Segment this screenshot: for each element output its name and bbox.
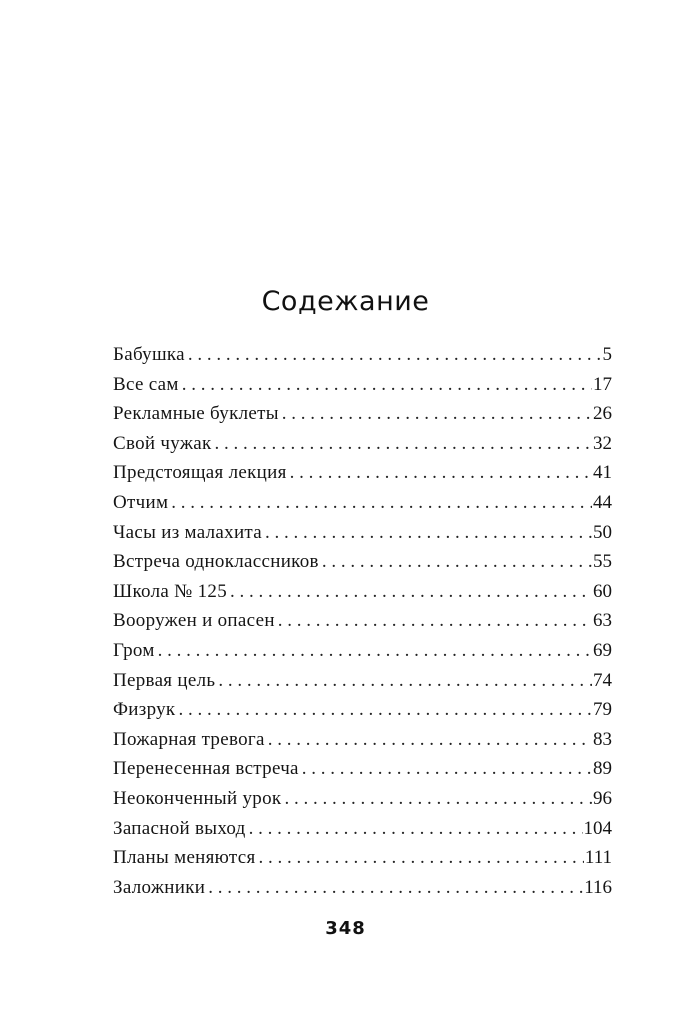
toc-entry-page: 116 [584,876,612,898]
toc-entry [113,522,612,552]
toc-entry-page: 44 [593,491,612,513]
toc-entry-page: 69 [593,639,612,661]
toc-entry [113,818,612,848]
dot-leader [175,699,592,721]
toc-entry-page: 74 [593,669,612,691]
toc-entry-title: Первая цель [113,669,216,691]
toc-entry-page: 79 [593,699,612,721]
toc-entry-page: 41 [593,462,612,484]
toc-entry-title: Запасной выход [113,817,246,839]
toc-entry [113,551,612,581]
toc-entry [113,433,612,463]
dot-leader [265,729,592,751]
toc-entry [113,729,612,759]
dot-leader [262,522,592,544]
dot-leader [279,403,592,425]
dot-leader [275,610,592,632]
dot-leader [168,492,592,514]
toc-entry-title: Часы из малахита [113,521,262,543]
dot-leader [281,788,592,810]
dot-leader [212,433,592,455]
dot-leader [155,640,592,662]
toc-entry-title: Планы меняются [113,847,256,869]
toc-entry [113,758,612,788]
toc-entry [113,610,612,640]
toc-entry [113,847,612,877]
page-number: 348 [325,918,366,939]
toc-entry [113,581,612,611]
dot-leader [256,847,584,869]
toc-entry-title: Все сам [113,373,179,395]
toc-entry-page: 63 [593,610,612,632]
toc-entry-title: Школа № 125 [113,580,228,602]
toc-entry-title: Встреча одноклассников [113,551,319,573]
toc-entry-page: 111 [584,847,612,869]
table-of-contents [113,344,612,906]
toc-entry-title: Заложники [113,876,206,898]
dot-leader [205,877,583,899]
toc-entry-title: Неоконченный урок [113,787,282,809]
toc-entry-title: Отчим [113,491,169,513]
dot-leader [215,670,592,692]
toc-entry [113,699,612,729]
toc-entry-page: 26 [593,403,612,425]
toc-entry-title: Перенесенная встреча [113,758,299,780]
toc-entry-page: 89 [593,758,612,780]
toc-entry [113,670,612,700]
toc-entry [113,344,612,374]
toc-entry [113,640,612,670]
toc-entry-title: Пожарная тревога [113,728,265,750]
toc-entry [113,403,612,433]
toc-entry-title: Свой чужак [113,432,212,454]
toc-entry-page: 50 [593,521,612,543]
toc-entry [113,788,612,818]
dot-leader [185,344,602,366]
dot-leader [179,374,592,396]
toc-entry-title: Физрук [113,699,176,721]
toc-entry-page: 96 [593,787,612,809]
dot-leader [299,758,592,780]
toc-entry-title: Вооружен и опасен [113,610,275,632]
toc-entry [113,462,612,492]
toc-entry-title: Гром [113,639,155,661]
toc-entry-page: 83 [593,728,612,750]
toc-entry [113,374,612,404]
toc-entry-page: 5 [602,344,612,365]
toc-entry [113,492,612,522]
toc-entry-title: Рекламные буклеты [113,403,279,425]
toc-entry-title: Бабушка [113,344,185,365]
toc-entry [113,877,612,907]
toc-entry-title: Предстоящая лекция [113,462,287,484]
toc-entry-page: 104 [583,817,612,839]
dot-leader [319,551,592,573]
page-title: Содежание [261,286,430,317]
dot-leader [227,581,592,603]
toc-entry-page: 55 [593,551,612,573]
dot-leader [287,462,592,484]
dot-leader [246,818,583,840]
toc-entry-page: 32 [593,432,612,454]
toc-entry-page: 60 [593,580,612,602]
toc-entry-page: 17 [593,373,612,395]
